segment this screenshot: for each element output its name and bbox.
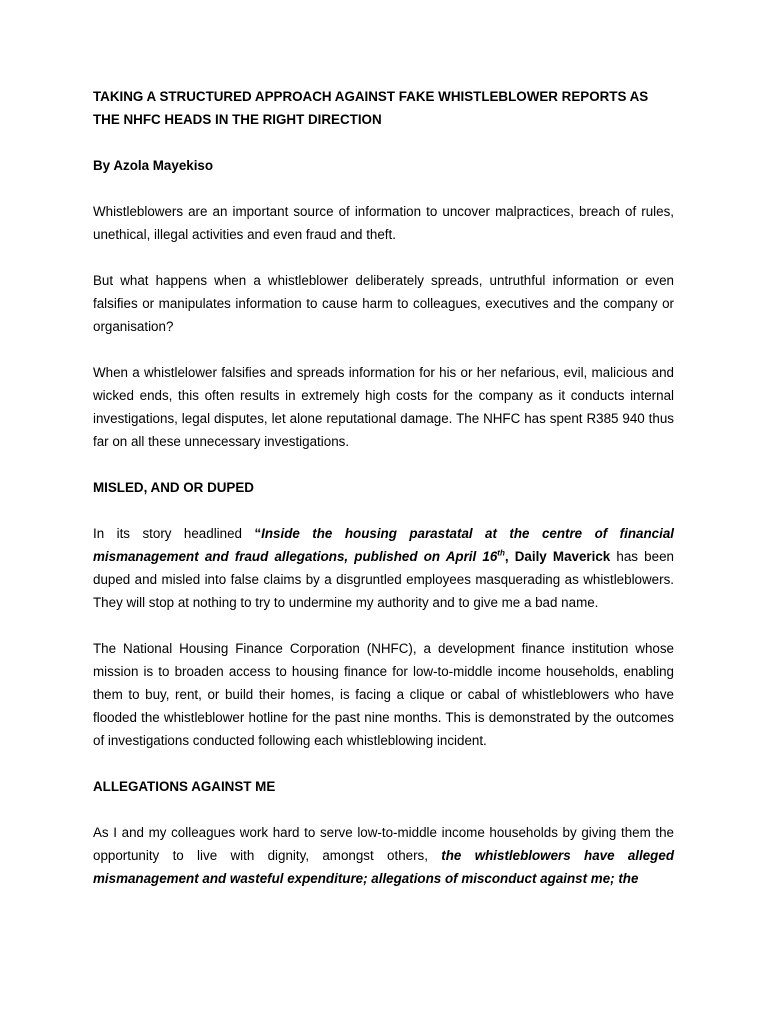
p6-lead: As I and my colleagues work hard to serve low-to-middle income households by giving them the opportunity to live with dignity, amongst others, [93,825,674,863]
p4-quote-open: “ [254,526,262,541]
document-page [93,85,674,890]
p4-publication: Daily Maverick [514,549,611,564]
paragraph-daily-maverick [93,522,674,614]
author-byline: By Azola Mayekiso [93,158,214,173]
p4-comma: , [504,549,515,564]
paragraph-nhfc: The National Housing Finance Corporation (NHFC), a development finance institution whose mission is to broaden access to housing finance for low-to-middle income households, enabling them to buy, rent, or build their homes, is facing a clique or cabal of whistleblowers who have flooded the whistleblower hotline for the past nine months. This is demonstrated by the outcomes of investigations conducted following each whistleblowing incident. [93,641,674,748]
paragraph-intro: Whistleblowers are an important source of information to uncover malpractices, breach of rules, unethical, illegal activities and even fraud and theft. [93,204,674,242]
p4-headline: Inside the housing parastatal at the centre of financial mismanagement and fraud allegations, published on April 16 [93,526,674,564]
section-heading-allegations: ALLEGATIONS AGAINST ME [93,779,276,794]
section-heading-misled: MISLED, AND OR DUPED [93,480,254,495]
paragraph-costs: When a whistlelower falsifies and spreads information for his or her nefarious, evil, malicious and wicked ends, this often results in extremely high costs for the company as it conducts internal investigations, legal disputes, let alone reputational damage. The NHFC has spent R385 940 thus far on all these unnecessary investigations. [93,365,674,449]
p6-emphasis: the whistleblowers have alleged mismanagement and wasteful expenditure; allegations of misconduct against me; the [93,848,674,886]
p4-lead: In its story headlined [93,526,255,541]
paragraph-allegations [93,821,674,890]
document-title: TAKING A STRUCTURED APPROACH AGAINST FAKE WHISTLEBLOWER REPORTS AS THE NHFC HEADS IN THE RIGHT DIRECTION [93,89,649,127]
p4-tail: has been duped and misled into false claims by a disgruntled employees masquerading as whistleblowers. They will stop at nothing to try to undermine my authority and to give me a bad name. [93,549,674,610]
paragraph-question: But what happens when a whistleblower deliberately spreads, untruthful information or even falsifies or manipulates information to cause harm to colleagues, executives and the company or organisation? [93,273,674,334]
p4-sup: th [497,548,505,558]
